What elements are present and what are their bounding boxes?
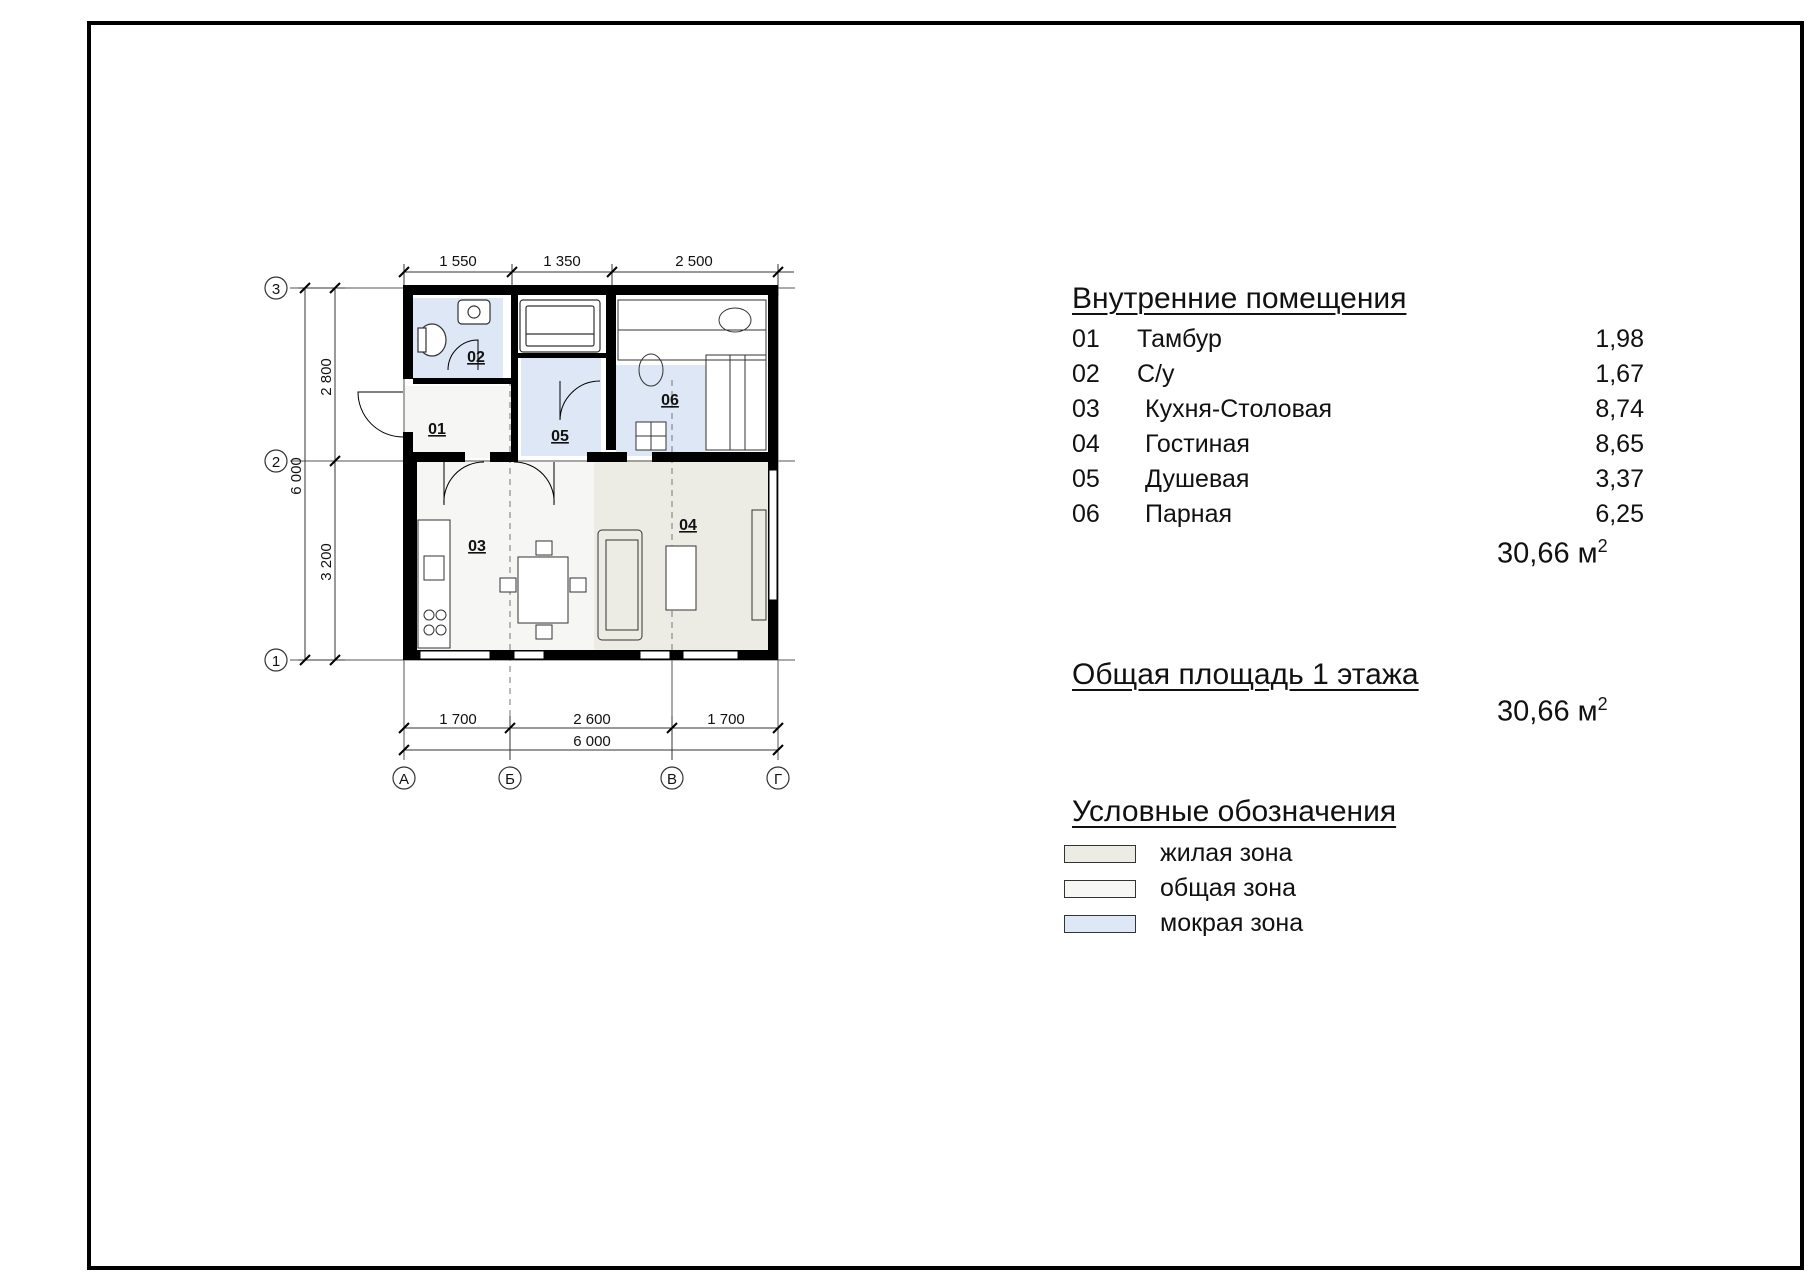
room-name: Кухня-Столовая (1145, 395, 1333, 423)
axis-label-3: 3 (271, 281, 281, 298)
room-number: 05 (1072, 465, 1100, 493)
room-name: Парная (1145, 500, 1233, 528)
rooms-total (1497, 536, 1608, 571)
entrance-door (358, 392, 403, 437)
axis-label-b: Б (505, 771, 515, 788)
floor-plan (0, 0, 900, 820)
dim-left-total: 6 000 (288, 457, 305, 495)
axis-label-g: Г (773, 771, 783, 788)
room-area: 8,74 (1595, 395, 1644, 423)
room-fill-common (404, 386, 516, 458)
dim-bottom-1: 1 700 (439, 711, 477, 728)
rooms-total-value: 30,66 м (1497, 537, 1598, 570)
dim-top-3: 2 500 (675, 253, 713, 270)
dim-left-1: 2 800 (318, 358, 335, 396)
legend-swatch-wet (1064, 915, 1136, 933)
room-area: 3,37 (1595, 465, 1644, 493)
room-area: 6,25 (1595, 500, 1644, 528)
axis-label-a: А (398, 771, 410, 788)
room-number: 02 (1072, 360, 1100, 388)
axis-label-2: 2 (271, 454, 281, 471)
legend-swatch-living (1064, 845, 1136, 863)
axis-label-1: 1 (271, 653, 281, 670)
room-area: 8,65 (1595, 430, 1644, 458)
room-number: 06 (1072, 500, 1100, 528)
room-name: Гостиная (1145, 430, 1250, 458)
room-label-06: 06 (661, 392, 679, 409)
dim-top-1: 1 550 (439, 253, 477, 270)
room-name: Тамбур (1137, 325, 1222, 353)
floor-total-value: 30,66 м (1497, 695, 1598, 728)
legend-label: общая зона (1160, 874, 1296, 902)
room-name: Душевая (1145, 465, 1250, 493)
legend-label: мокрая зона (1160, 909, 1304, 937)
room-number: 03 (1072, 395, 1100, 423)
floor-total-sup: 2 (1597, 694, 1608, 714)
dim-bottom-3: 1 700 (707, 711, 745, 728)
room-label-03: 03 (468, 538, 486, 555)
room-number: 01 (1072, 325, 1100, 353)
floor-total-heading: Общая площадь 1 этажа (1072, 658, 1419, 691)
legend-swatch-common (1064, 880, 1136, 898)
room-label-05: 05 (551, 428, 569, 445)
room-label-02: 02 (467, 349, 485, 366)
room-number: 04 (1072, 430, 1100, 458)
room-label-04: 04 (679, 517, 697, 534)
room-area: 1,67 (1595, 360, 1644, 388)
rooms-table-heading: Внутренние помещения (1072, 282, 1407, 315)
dim-top-2: 1 350 (543, 253, 581, 270)
dim-bottom-2: 2 600 (573, 711, 611, 728)
room-label-01: 01 (428, 421, 446, 438)
room-area: 1,98 (1595, 325, 1644, 353)
legend-heading: Условные обозначения (1072, 795, 1397, 828)
dim-bottom-total: 6 000 (573, 733, 611, 750)
rooms-total-sup: 2 (1597, 536, 1608, 556)
dim-left-2: 3 200 (318, 543, 335, 581)
room-name: С/у (1137, 360, 1175, 388)
legend-label: жилая зона (1160, 839, 1293, 867)
floor-total (1497, 694, 1608, 729)
axis-label-v: В (666, 771, 678, 788)
